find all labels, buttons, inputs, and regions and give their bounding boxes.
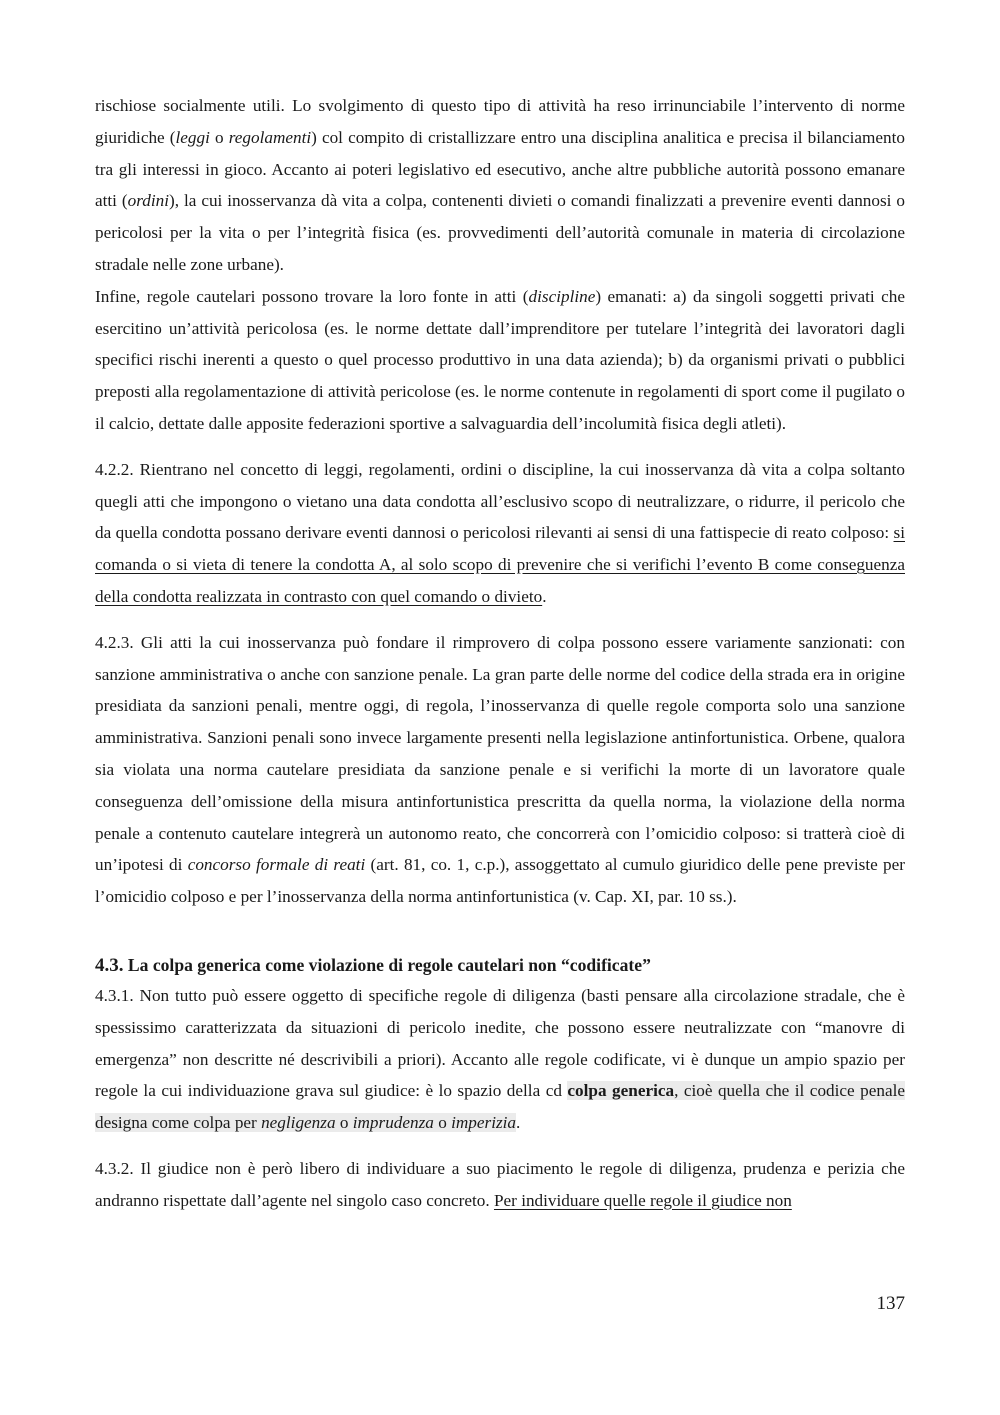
italic-term: ordini	[127, 191, 170, 211]
section-title: La colpa generica come violazione di regole cautelari non “codificate”	[123, 954, 651, 975]
paragraph-4-2-3: 4.2.3. Gli atti la cui inosservanza può fondare il rimprovero di colpa possono essere variamente sanzionati: con sanzione amministrativa o anche con sanzione penale. La gran parte delle norme del codice della strada era in origine presidiata da sanzioni penali, mentre oggi, di regola, l’inosservanza di quelle regole comporta solo una sanzione amministrativa. Sanzioni penali sono invece largamente presenti nella legislazione antinfortunistica. Orbene, qualora sia violata una norma cautelare presidiata da sanzione penale e si verifichi la morte di un lavoratore quale conseguenza dell’omissione della misura antinfortunistica prescritta da quella norma, la violazione della norma penale a contenuto cautelare integrerà un autonomo reato, che concorrerà con l’omicidio colposo: si tratterà cioè di un’ipotesi di concorso formale di reati (art. 81, co. 1, c.p.), assoggettato al cumulo giuridico delle pene previste per l’omicidio colposo e per l’inosservanza della norma antinfortunistica (v. Cap. XI, par. 10 ss.).	[95, 632, 905, 907]
italic-term: imprudenza	[352, 1113, 434, 1133]
paragraph-fonti-pubbliche: rischiose socialmente utili. Lo svolgimento di questo tipo di attività ha reso irrinunciabile l’intervento di norme giuridiche (leggi o regolamenti) col compito di cristallizzare entro una disciplina analitica e precisa il bilanciamento tra gli interessi in gioco. Accanto ai poteri legislativo ed esecutivo, anche altre pubbliche autorità possono emanare atti (ordini), la cui inosservanza dà vita a colpa, contenenti divieti o comandi finalizzati a prevenire eventi dannosi o pericolosi per la vita o per l’integrità fisica (es. provvedimenti dell’autorità comunale in materia di circolazione stradale nelle zone urbane).	[95, 96, 906, 274]
underlined-text: si comanda o si vieta di tenere la condotta A, al solo scopo di prevenire che si verifichi l’evento B come conseguenza della condotta realizzata in contrasto con quel comando o divieto	[95, 523, 905, 606]
italic-term: concorso formale di reati	[187, 855, 366, 875]
italic-term: leggi	[175, 127, 210, 147]
underlined-text: Per individuare quelle regole il giudice non	[493, 1190, 792, 1210]
italic-term: negligenza	[261, 1113, 336, 1133]
bold-term: colpa generica	[567, 1081, 675, 1101]
italic-term: regolamenti	[228, 127, 312, 147]
paragraph-4-3-1: 4.3.1. Non tutto può essere oggetto di specifiche regole di diligenza (basti pensare alla circolazione stradale, che è spessissimo caratterizzata da situazioni di pericolo inedite, che possono essere neutralizzate con “manovre di emergenza” non descritte né descrivibili a priori). Accanto alle regole codificate, vi è dunque un ampio spazio per regole la cui individuazione grava sul giudice: è lo spazio della cd colpa generica, cioè quella che il codice penale designa come colpa per negligenza o imprudenza o imperizia.	[95, 985, 905, 1133]
page-number: 137	[876, 1293, 905, 1314]
italic-term: discipline	[528, 286, 596, 306]
section-heading	[95, 951, 905, 980]
paragraph-4-3-2: 4.3.2. Il giudice non è però libero di individuare a suo piacimento le regole di diligenza, prudenza e perizia che andranno rispettate dall’agente nel singolo caso concreto. Per individuare quelle regole il giudice non	[95, 1158, 905, 1210]
italic-term: imperizia	[451, 1113, 517, 1133]
paragraph-4-2-2: 4.2.2. Rientrano nel concetto di leggi, regolamenti, ordini o discipline, la cui inosservanza dà vita a colpa soltanto quegli atti che impongono o vietano una data condotta all’esclusivo scopo di neutralizzare, o ridurre, il pericolo che da quella condotta possano derivare eventi dannosi o pericolosi rilevanti ai sensi di una fattispecie di reato colposo: si comanda o si vieta di tenere la condotta A, al solo scopo di prevenire che si verifichi l’evento B come conseguenza della condotta realizzata in contrasto con quel comando o divieto.	[95, 459, 905, 606]
paragraph-fonti-private: Infine, regole cautelari possono trovare la loro fonte in atti (discipline) emanati: a) da singoli soggetti privati che esercitino un’attività pericolosa (es. le norme dettate dall’imprenditore per tutelare l’integrità dei lavoratori dagli specifici rischi inerenti a questo o quel processo produttivo in una data azienda); b) da organismi privati o pubblici preposti alla regolamentazione di attività pericolose (es. le norme contenute in regolamenti di sport come il pugilato o il calcio, dettate dalle apposite federazioni sportive a salvaguardia dell’incolumità fisica degli atleti).	[95, 286, 905, 433]
section-number: 4.3.	[95, 954, 124, 976]
document-page	[95, 90, 905, 1217]
